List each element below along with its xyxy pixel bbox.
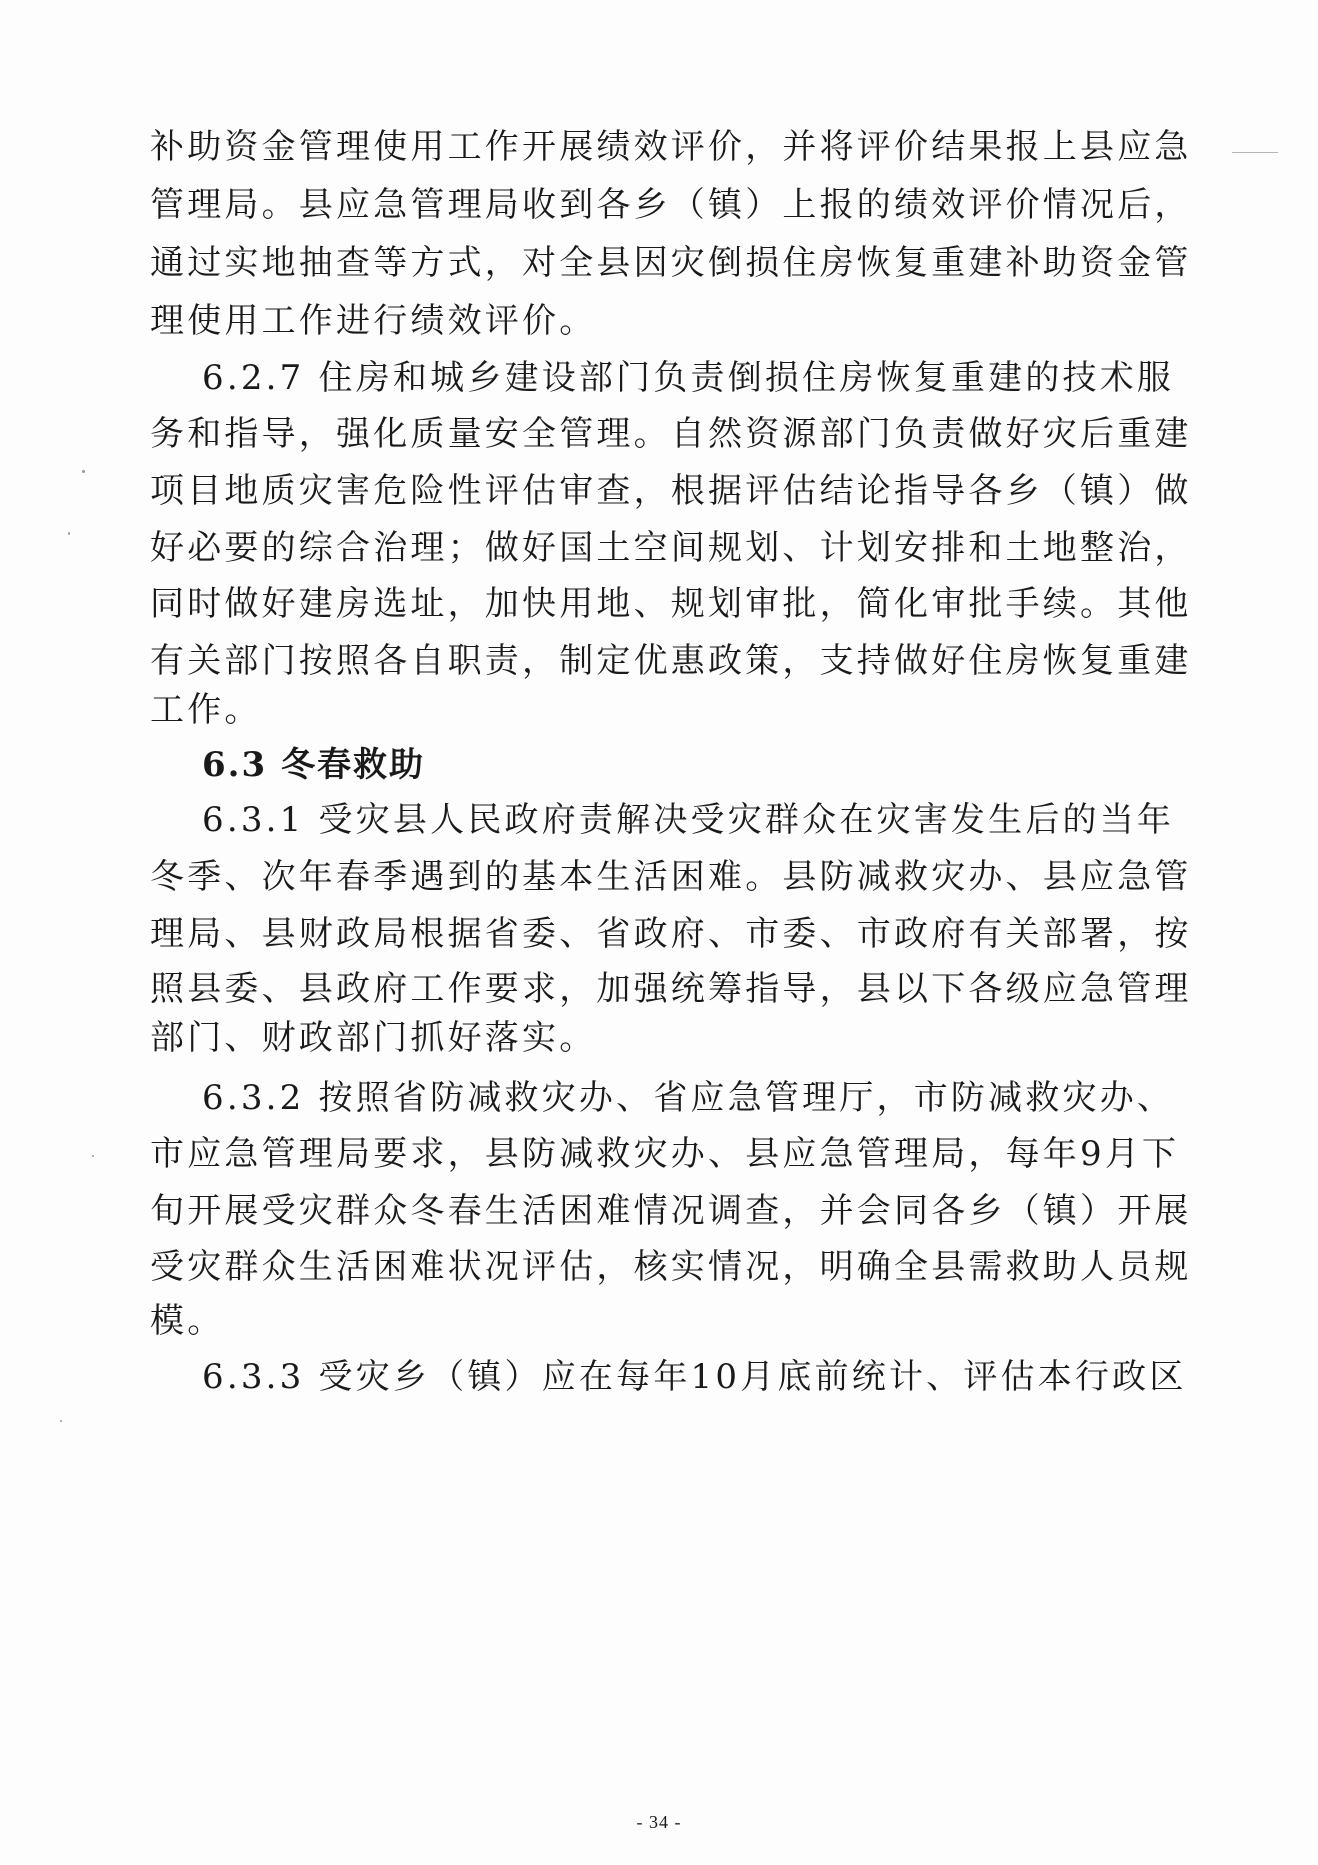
paragraph-line: 理局、县财政局根据省委、省政府、市委、市政府有关部署，按 <box>150 914 1192 954</box>
section-heading-6-3: 6.3 冬春救助 <box>202 745 425 785</box>
paragraph-line: 理使用工作进行绩效评价。 <box>150 301 597 341</box>
scan-mark <box>1232 152 1278 153</box>
paragraph-line: 同时做好建房选址，加快用地、规划审批，简化审批手续。其他 <box>150 584 1192 624</box>
paragraph-line: 好必要的综合治理；做好国土空间规划、计划安排和土地整治， <box>150 528 1192 568</box>
paragraph-line: 补助资金管理使用工作开展绩效评价，并将评价结果报上县应急 <box>150 127 1192 167</box>
paragraph-line: 受灾群众生活困难状况评估，核实情况，明确全县需救助人员规 <box>150 1247 1192 1287</box>
section-6-2-7-line: 6.2.7 住房和城乡建设部门负责倒损住房恢复重建的技术服 <box>202 358 1175 398</box>
paragraph-line: 有关部门按照各自职责，制定优惠政策，支持做好住房恢复重建 <box>150 641 1192 681</box>
paragraph-line: 项目地质灾害危险性评估审查，根据评估结论指导各乡（镇）做 <box>150 471 1192 511</box>
scan-speck <box>60 1420 62 1422</box>
paragraph-line: 冬季、次年春季遇到的基本生活困难。县防减救灾办、县应急管 <box>150 857 1192 897</box>
paragraph-line: 模。 <box>150 1301 225 1341</box>
section-6-3-2-line: 6.3.2 按照省防减救灾办、省应急管理厅，市防减救灾办、 <box>202 1078 1175 1118</box>
paragraph-line: 市应急管理局要求，县防减救灾办、县应急管理局，每年9月下 <box>150 1134 1180 1174</box>
paragraph-line: 工作。 <box>150 690 262 730</box>
section-6-3-1-line: 6.3.1 受灾县人民政府责解决受灾群众在灾害发生后的当年 <box>202 800 1175 840</box>
paragraph-line: 务和指导，强化质量安全管理。自然资源部门负责做好灾后重建 <box>150 414 1192 454</box>
scan-speck <box>92 1155 94 1157</box>
paragraph-line: 照县委、县政府工作要求，加强统筹指导，县以下各级应急管理 <box>150 969 1192 1009</box>
section-6-3-3-line: 6.3.3 受灾乡（镇）应在每年10月底前统计、评估本行政区 <box>202 1357 1187 1397</box>
scan-speck <box>82 470 85 473</box>
paragraph-line: 通过实地抽查等方式，对全县因灾倒损住房恢复重建补助资金管 <box>150 243 1192 283</box>
page-number: - 34 - <box>636 1812 682 1832</box>
paragraph-line: 管理局。县应急管理局收到各乡（镇）上报的绩效评价情况后， <box>150 185 1192 225</box>
scan-speck <box>68 532 70 535</box>
paragraph-line: 旬开展受灾群众冬春生活困难情况调查，并会同各乡（镇）开展 <box>150 1191 1192 1231</box>
paragraph-line: 部门、财政部门抓好落实。 <box>150 1018 597 1058</box>
